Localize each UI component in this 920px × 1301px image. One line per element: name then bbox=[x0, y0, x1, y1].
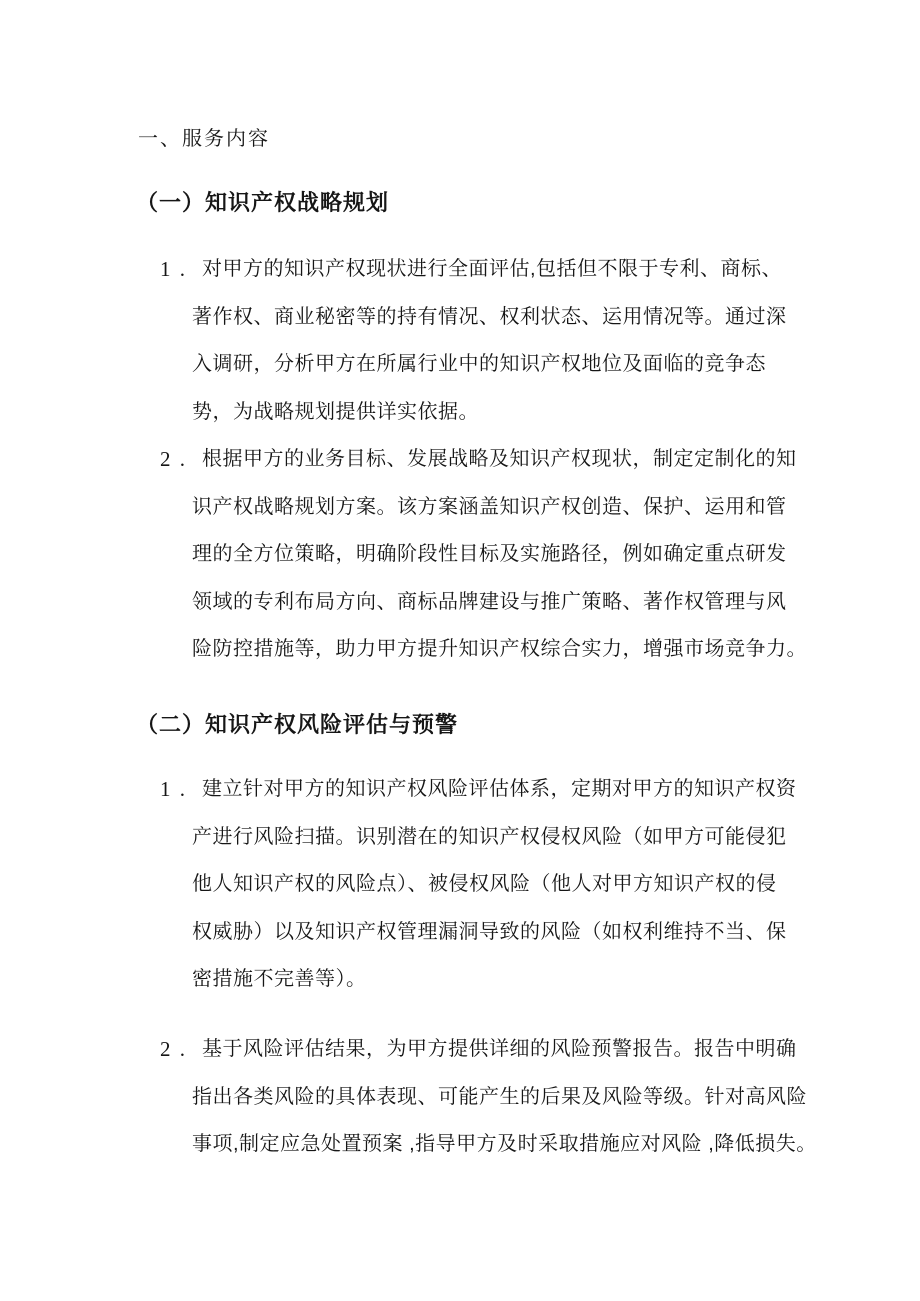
item-line: 领域的专利布局方向、商标品牌建设与推广策略、著作权管理与风 bbox=[192, 590, 787, 613]
item-line: 产进行风险扫描。识别潜在的知识产权侵权风险（如甲方可能侵犯 bbox=[192, 825, 787, 848]
item-line: 险防控措施等，助力甲方提升知识产权综合实力，增强市场竞争力。 bbox=[192, 638, 807, 660]
section-2-item-1 bbox=[138, 766, 838, 1004]
item-line: 入调研，分析甲方在所属行业中的知识产权地位及面临的竞争态 bbox=[192, 353, 766, 375]
section-heading-1: （一）知识产权战略规划 bbox=[136, 190, 390, 215]
section-2-item-2 bbox=[138, 1026, 838, 1169]
list-item-1-2 bbox=[138, 436, 838, 674]
item-line: 建立针对甲方的知识产权风险评估体系，定期对甲方的知识产权资 bbox=[202, 778, 797, 800]
section-1-items bbox=[138, 246, 838, 674]
item-line: 著作权、商业秘密等的持有情况、权利状态、运用情况等。通过深 bbox=[192, 305, 787, 328]
item-line: 指出各类风险的具体表现、可能产生的后果及风险等级。针对高风险 bbox=[192, 1085, 807, 1108]
list-item-2-1 bbox=[138, 766, 838, 1004]
item-line: 权威胁）以及知识产权管理漏洞导致的风险（如权利维持不当、保 bbox=[192, 920, 787, 943]
item-line: 密措施不完善等）。 bbox=[192, 968, 367, 990]
item-line: 基于风险评估结果，为甲方提供详细的风险预警报告。报告中明确 bbox=[202, 1038, 797, 1060]
item-line: 他人知识产权的风险点）、被侵权风险（他人对甲方知识产权的侵 bbox=[192, 873, 777, 895]
item-line: 理的全方位策略，明确阶段性目标及实施路径，例如确定重点研发 bbox=[192, 543, 787, 565]
item-line: 识产权战略规划方案。该方案涵盖知识产权创造、保护、运用和管 bbox=[192, 495, 787, 518]
item-line: 根据甲方的业务目标、发展战略及知识产权现状，制定定制化的知 bbox=[202, 448, 797, 470]
list-item-1-1 bbox=[138, 246, 838, 436]
item-marker: 1 . bbox=[160, 257, 187, 281]
item-line: 势，为战略规划提供详实依据。 bbox=[192, 400, 479, 423]
item-marker: 1 . bbox=[160, 777, 187, 801]
item-marker: 2 . bbox=[160, 1037, 187, 1061]
section-heading-2: （二）知识产权风险评估与预警 bbox=[136, 712, 459, 737]
item-line: 对甲方的知识产权现状进行全面评估,包括但不限于专利、商标、 bbox=[202, 258, 783, 280]
item-marker: 2 . bbox=[160, 447, 187, 471]
item-line: 事项,制定应急处置预案 ,指导甲方及时采取措施应对风险 ,降低损失。 bbox=[192, 1133, 817, 1155]
document-title: 一、服务内容 bbox=[138, 128, 270, 150]
list-item-2-2 bbox=[138, 1026, 838, 1169]
